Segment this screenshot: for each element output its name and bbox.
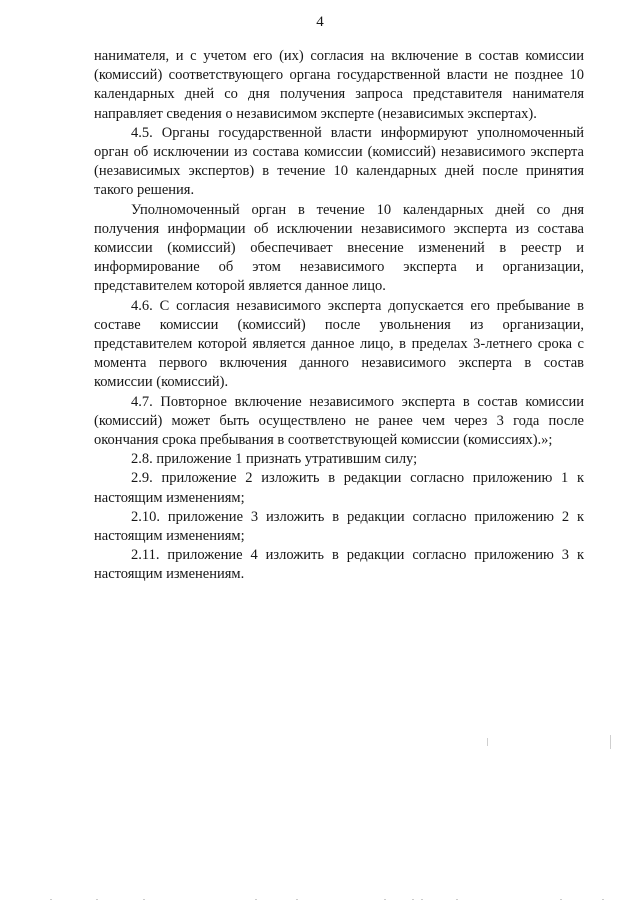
paragraph-4-5: 4.5. Органы государственной власти информируют уполномоченный орган об исключении из состава комиссии (комиссий) независимого эксперта (независимых экспертов) в течение 10 календарных дней после принятия такого решения. — [94, 124, 584, 199]
paragraph-2-10: 2.10. приложение 3 изложить в редакции согласно приложению 2 к настоящим изменениям; — [94, 508, 584, 545]
paragraph-continuation: нанимателя, и с учетом его (их) согласия на включение в состав комиссии (комиссий) соответствующего органа государственной власти не позднее 10 календарных дней со дня получения запроса представителя нанимателя направляет сведения о независимом эксперте (независимых экспертах). — [94, 48, 584, 122]
page-number: 4 — [316, 14, 324, 30]
scan-artifact-dots — [0, 899, 640, 901]
scan-artifact-line — [610, 735, 611, 749]
document-body — [94, 47, 584, 585]
paragraph-2-8: 2.8. приложение 1 признать утратившим силу; — [131, 451, 418, 468]
paragraph-2-11: 2.11. приложение 4 изложить в редакции согласно приложению 3 к настоящим изменениям. — [94, 547, 584, 583]
paragraph-authorized-body: Уполномоченный орган в течение 10 календарных дней со дня получения информации об исключении независимого эксперта из состава комиссии (комиссий) обеспечивает внесение изменений в реестр и информирование об этом независимого эксперта и организации, представителем которой является данное лицо. — [94, 201, 584, 295]
paragraph-4-7: 4.7. Повторное включение независимого эксперта в состав комиссии (комиссий) может быть осуществлено не ранее чем через 3 года после окончания срока пребывания в соответствующей комиссии (комиссиях).»; — [94, 393, 584, 449]
paragraph-4-6: 4.6. С согласия независимого эксперта допускается его пребывание в составе комиссии (комиссий) после увольнения из организации, представителем которой является данное лицо, в пределах 3-летнего срока с момента первого включения данного независимого эксперта в состав комиссии (комиссий). — [94, 297, 584, 391]
scan-artifact-line — [487, 738, 488, 746]
paragraph-2-9: 2.9. приложение 2 изложить в редакции согласно приложению 1 к настоящим изменениям; — [94, 470, 584, 506]
